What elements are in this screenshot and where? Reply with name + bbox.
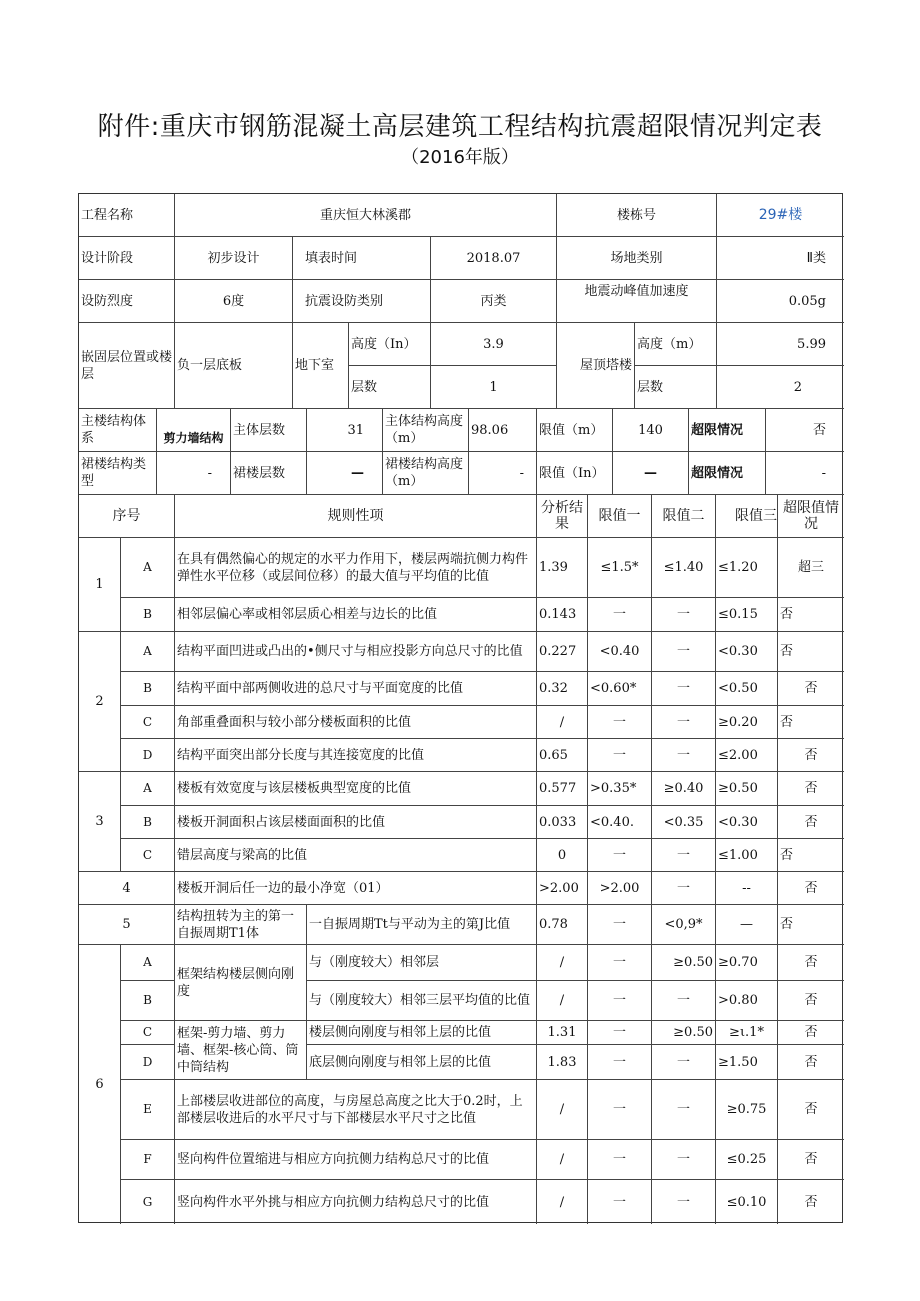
row-1b-limit2: 一 xyxy=(652,598,716,632)
row-2c-limit2: 一 xyxy=(652,706,716,739)
row-6b-limit2: 一 xyxy=(652,981,716,1021)
group-6-mixed-label: 框架-剪力墙、剪力墙、框架-核心筒、筒中筒结构 xyxy=(175,1021,307,1080)
header-limit3: 限值三 xyxy=(716,495,778,538)
header-limit2: 限值二 xyxy=(652,495,716,538)
row-3a-limit2: ≥0.40 xyxy=(652,772,716,806)
pga: 0.05g xyxy=(717,280,844,323)
row-6e-limit1: 一 xyxy=(588,1080,652,1140)
row-2b-limit3: <0.50 xyxy=(716,672,778,706)
podium-floors: — xyxy=(307,452,383,495)
row-2b-result: 0.32 xyxy=(537,672,588,706)
row-2d-limit3: ≤2.00 xyxy=(716,739,778,772)
row-2b-text: 结构平面中部两侧收进的总尺寸与平面宽度的比值 xyxy=(175,672,537,706)
row-3c-limit2: 一 xyxy=(652,839,716,872)
main-height: 98.06 xyxy=(469,409,537,452)
row-6g-limit2: 一 xyxy=(652,1180,716,1224)
row-6c-exceed: 否 xyxy=(778,1021,844,1045)
basement-floors: 1 xyxy=(431,366,557,409)
row-6g-limit1: 一 xyxy=(588,1180,652,1224)
row-2d-limit1: 一 xyxy=(588,739,652,772)
main-exceed: 否 xyxy=(766,409,844,452)
roof-label: 屋顶塔楼 xyxy=(557,323,635,409)
row-1b-sub: B xyxy=(121,598,175,632)
row-2c-text: 角部重叠面积与较小部分楼板面积的比值 xyxy=(175,706,537,739)
row-1a-text: 在具有偶然偏心的规定的水平力作用下，楼层两端抗侧力构件弹性水平位移（或层间位移）的最大值与平均值的比值 xyxy=(175,538,537,598)
row-6b-result: / xyxy=(537,981,588,1021)
row-6c-limit3: ≥ι.1* xyxy=(716,1021,778,1045)
podium-height-label: 裙楼结构高度（m） xyxy=(383,452,469,495)
row-6g-exceed: 否 xyxy=(804,1194,818,1210)
row-2b-sub: B xyxy=(121,672,175,706)
group-1-no: 1 xyxy=(79,538,121,632)
row-3c-limit3: ≤1.00 xyxy=(716,839,778,872)
row-6f-limit3: ≤0.25 xyxy=(716,1140,778,1180)
document-title: 附件:重庆市钢筋混凝土高层建筑工程结构抗震超限情况判定表 xyxy=(97,112,823,142)
row-3b-result: 0.033 xyxy=(537,806,588,839)
row-6d-text: 底层侧向刚度与相邻上层的比值 xyxy=(307,1045,537,1080)
podium-system-label: 裙楼结构类型 xyxy=(79,452,157,495)
row-6e-text: 上部楼层收进部位的高度，与房屋总高度之比大于0.2时，上部楼层收进后的水平尺寸与下部楼层水平尺寸之比值 xyxy=(175,1080,537,1140)
row-1b-result: 0.143 xyxy=(537,598,588,632)
header-result: 分析结果 xyxy=(537,495,588,538)
row-6f-sub: F xyxy=(121,1140,175,1180)
row-5-exceed: 否 xyxy=(778,905,844,945)
seismic-category: 丙类 xyxy=(431,280,557,323)
row-6e-result: / xyxy=(537,1080,588,1140)
row-3c-limit1: 一 xyxy=(588,839,652,872)
row-6f-exceed: 否 xyxy=(778,1140,844,1180)
row-5-result: 0.78 xyxy=(537,905,588,945)
group-6-frame-label: 框架结构楼层侧向刚度 xyxy=(175,945,307,1021)
row-2a-limit1: <0.40 xyxy=(588,632,652,672)
basement-height-label: 高度（In） xyxy=(349,323,431,366)
row-4-limit3: -- xyxy=(716,872,778,905)
row-1a-sub: A xyxy=(121,538,175,598)
podium-system: - xyxy=(157,452,231,495)
project-name: 重庆恒大林溪郡 xyxy=(175,194,557,237)
row-6c-text: 楼层侧向刚度与相邻上层的比值 xyxy=(307,1021,537,1045)
seismic-category-label: 抗震设防类别 xyxy=(293,280,431,323)
row-6d-limit3: ≥1.50 xyxy=(716,1045,778,1080)
roof-height: 5.99 xyxy=(717,323,844,366)
embed-value: 负一层底板 xyxy=(175,323,293,409)
row-3b-sub: B xyxy=(121,806,175,839)
row-5-no: 5 xyxy=(79,905,175,945)
row-1b-limit1: 一 xyxy=(588,598,652,632)
main-system-label: 主楼结构体系 xyxy=(79,409,157,452)
main-height-label: 主体结构高度（m） xyxy=(383,409,469,452)
row-5-text-a: 结构扭转为主的第一自振周期T1体 xyxy=(175,905,307,945)
row-6a-sub: A xyxy=(121,945,175,981)
row-1a-result: 1.39 xyxy=(537,538,588,598)
row-5-text-b: 一自振周期Tt与平动为主的第J比值 xyxy=(307,905,537,945)
row-3a-exceed: 否 xyxy=(778,772,844,806)
main-system: 剪力墙结构 xyxy=(157,409,231,452)
row-3b-text: 楼板开洞面积占该层楼面面积的比值 xyxy=(175,806,537,839)
row-6c-limit1: 一 xyxy=(588,1021,652,1045)
row-6e-limit2: 一 xyxy=(652,1080,716,1140)
embed-label: 嵌固层位置或楼层 xyxy=(79,323,175,409)
design-stage-label: 设计阶段 xyxy=(79,237,175,280)
main-limit-label: 限值（m） xyxy=(537,409,613,452)
row-1a-exceed: 超三 xyxy=(778,538,844,598)
row-4-result: >2.00 xyxy=(537,872,588,905)
row-3b-limit1: <0.40. xyxy=(588,806,652,839)
row-6b-exceed: 否 xyxy=(778,981,844,1021)
row-2c-exceed: 否 xyxy=(778,706,844,739)
group-3-no: 3 xyxy=(79,772,121,872)
row-6g-result: / xyxy=(537,1180,588,1224)
row-2b-limit1: <0.60* xyxy=(588,672,652,706)
row-2d-exceed: 否 xyxy=(778,739,844,772)
row-6f-text: 竖向构件位置缩进与相应方向抗侧力结构总尺寸的比值 xyxy=(175,1140,537,1180)
row-6f-limit2: 一 xyxy=(652,1140,716,1180)
row-2d-result: 0.65 xyxy=(537,739,588,772)
row-6d-limit2: 一 xyxy=(652,1045,716,1080)
row-4-no: 4 xyxy=(79,872,175,905)
row-2c-sub: C xyxy=(121,706,175,739)
row-6b-limit3: >0.80 xyxy=(716,981,778,1021)
row-6g-limit3: ≤0.10 xyxy=(716,1180,778,1224)
row-3c-sub: C xyxy=(121,839,175,872)
fill-time: 2018.07 xyxy=(431,237,557,280)
row-6a-text: 与（刚度较大）相邻层 xyxy=(307,945,537,981)
row-2b-exceed: 否 xyxy=(778,672,844,706)
row-6d-sub: D xyxy=(121,1045,175,1080)
row-3a-result: 0.577 xyxy=(537,772,588,806)
row-6e-limit3: ≥0.75 xyxy=(716,1080,778,1140)
row-3a-text: 楼板有效宽度与该层楼板典型宽度的比值 xyxy=(175,772,537,806)
row-6e-exceed: 否 xyxy=(778,1080,844,1140)
row-2c-limit3: ≥0.20 xyxy=(716,706,778,739)
document-edition: （2016年版） xyxy=(401,147,519,168)
row-4-limit1: >2.00 xyxy=(588,872,652,905)
main-limit: 140 xyxy=(613,409,689,452)
group-6-no: 6 xyxy=(79,945,121,1224)
row-3b-exceed: 否 xyxy=(778,806,844,839)
row-3c-result: 0 xyxy=(537,839,588,872)
row-6a-exceed: 否 xyxy=(778,945,844,981)
row-2b-limit2: 一 xyxy=(652,672,716,706)
podium-limit-label: 限值（In） xyxy=(537,452,613,495)
main-exceed-label: 超限情况 xyxy=(689,409,766,452)
roof-height-label: 高度（m） xyxy=(635,323,717,366)
row-2d-text: 结构平面突出部分长度与其连接宽度的比值 xyxy=(175,739,537,772)
row-2c-limit1: 一 xyxy=(588,706,652,739)
row-1a-limit1: ≤1.5* xyxy=(588,538,652,598)
row-1a-limit3: ≤1.20 xyxy=(716,538,778,598)
site-class-label: 场地类别 xyxy=(557,237,717,280)
row-6b-limit1: 一 xyxy=(588,981,652,1021)
row-3b-limit3: <0.30 xyxy=(716,806,778,839)
judgement-table xyxy=(78,193,843,1223)
row-4-text: 楼板开洞后任一边的最小净宽（01） xyxy=(175,872,537,905)
header-seq: 序号 xyxy=(79,495,175,538)
row-3a-limit3: ≥0.50 xyxy=(716,772,778,806)
intensity-label: 设防烈度 xyxy=(79,280,175,323)
row-6b-sub: B xyxy=(121,981,175,1021)
row-2a-exceed: 否 xyxy=(778,632,844,672)
row-5-limit2: <0,9* xyxy=(652,905,716,945)
header-exceed: 超限值情况 xyxy=(778,495,844,538)
row-6c-result: 1.31 xyxy=(537,1021,588,1045)
row-6f-limit1: 一 xyxy=(588,1140,652,1180)
project-name-label: 工程名称 xyxy=(79,194,175,237)
row-6g-sub: G xyxy=(121,1180,175,1224)
podium-height: - xyxy=(469,452,537,495)
main-floors: 31 xyxy=(307,409,383,452)
row-5-limit1: 一 xyxy=(588,905,652,945)
row-3c-exceed: 否 xyxy=(778,839,844,872)
row-2c-result: / xyxy=(537,706,588,739)
basement-floors-label: 层数 xyxy=(349,366,431,409)
row-2a-result: 0.227 xyxy=(537,632,588,672)
row-2d-limit2: 一 xyxy=(652,739,716,772)
roof-floors-label: 层数 xyxy=(635,366,717,409)
main-floors-label: 主体层数 xyxy=(231,409,307,452)
row-1a-limit2: ≤1.40 xyxy=(652,538,716,598)
row-2a-text: 结构平面凹进或凸出的•侧尺寸与相应投影方向总尺寸的比值 xyxy=(175,632,537,672)
row-2a-sub: A xyxy=(121,632,175,672)
podium-exceed-label: 超限情况 xyxy=(689,452,766,495)
row-3b-limit2: <0.35 xyxy=(652,806,716,839)
row-6f-result: / xyxy=(537,1140,588,1180)
header-limit1: 限值一 xyxy=(588,495,652,538)
row-6a-result: / xyxy=(537,945,588,981)
row-4-exceed: 否 xyxy=(778,872,844,905)
basement-height: 3.9 xyxy=(431,323,557,366)
row-1b-limit3: ≤0.15 xyxy=(716,598,778,632)
row-2a-limit2: 一 xyxy=(652,632,716,672)
row-6c-limit2: ≥0.50 xyxy=(652,1021,716,1045)
building-no: 29#楼 xyxy=(717,194,844,237)
row-6b-text: 与（刚度较大）相邻三层平均值的比值 xyxy=(307,981,537,1021)
intensity: 6度 xyxy=(175,280,293,323)
row-6c-sub: C xyxy=(121,1021,175,1045)
row-6a-limit3: ≥0.70 xyxy=(716,945,778,981)
row-3c-text: 错层高度与梁高的比值 xyxy=(175,839,537,872)
header-item: 规则性项 xyxy=(175,495,537,538)
row-6a-limit2: ≥0.50 xyxy=(652,945,716,981)
row-6g-text: 竖向构件水平外挑与相应方向抗侧力结构总尺寸的比值 xyxy=(175,1180,537,1224)
row-6a-limit1: 一 xyxy=(588,945,652,981)
podium-floors-label: 裙楼层数 xyxy=(231,452,307,495)
row-1b-text: 相邻层偏心率或相邻层质心相差与边长的比值 xyxy=(175,598,537,632)
site-class: Ⅱ类 xyxy=(717,237,844,280)
basement-label: 地下室 xyxy=(293,323,349,409)
design-stage: 初步设计 xyxy=(175,237,293,280)
row-3a-sub: A xyxy=(121,772,175,806)
row-6d-limit1: 一 xyxy=(588,1045,652,1080)
building-no-label: 楼栋号 xyxy=(557,194,717,237)
podium-exceed: - xyxy=(766,452,844,495)
row-5-limit3: — xyxy=(716,905,778,945)
pga-label: 地震动峰值加速度 xyxy=(557,280,717,323)
row-3a-limit1: >0.35* xyxy=(588,772,652,806)
group-2-no: 2 xyxy=(79,632,121,772)
row-2d-sub: D xyxy=(121,739,175,772)
row-4-limit2: 一 xyxy=(652,872,716,905)
row-6d-result: 1.83 xyxy=(537,1045,588,1080)
podium-limit: — xyxy=(613,452,689,495)
fill-time-label: 填表时间 xyxy=(293,237,431,280)
row-6d-exceed: 否 xyxy=(778,1045,844,1080)
row-1b-exceed: 否 xyxy=(778,598,844,632)
row-6e-sub: E xyxy=(121,1080,175,1140)
row-2a-limit3: <0.30 xyxy=(716,632,778,672)
roof-floors: 2 xyxy=(717,366,844,409)
